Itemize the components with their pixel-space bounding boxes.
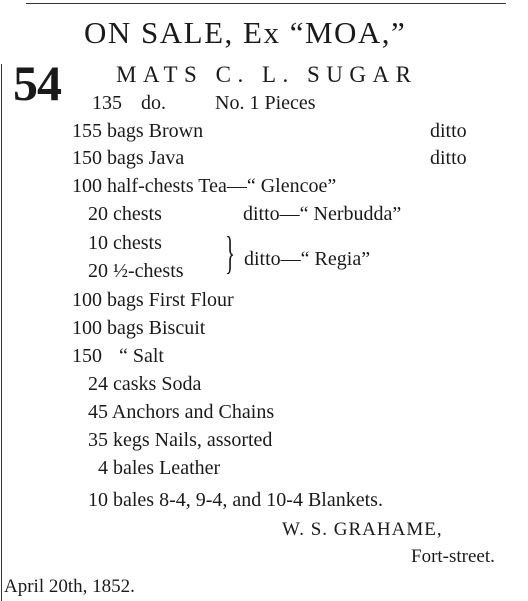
item-qty: 150 xyxy=(72,147,102,169)
list-item xyxy=(72,121,203,141)
list-item xyxy=(88,233,162,253)
bracket-note: ditto—“ Regia” xyxy=(244,248,371,270)
top-rule xyxy=(26,3,506,4)
item-qty: 10 xyxy=(88,489,108,511)
item-qty: 10 xyxy=(88,232,108,254)
item-qty: 24 xyxy=(88,373,108,395)
list-item xyxy=(88,490,383,510)
item-desc: chests xyxy=(113,232,162,254)
list-item xyxy=(72,290,234,310)
advert-heading: ON SALE, Ex “MOA,” xyxy=(84,15,407,50)
list-item xyxy=(88,204,162,224)
item-desc: Anchors and Chains xyxy=(111,401,275,423)
item-qty: 20 xyxy=(88,260,108,282)
item-desc: chests xyxy=(113,203,162,225)
list-item xyxy=(72,148,184,168)
signature: W. S. GRAHAME, xyxy=(282,519,443,540)
item-desc: casks Soda xyxy=(113,373,202,395)
date-line: April 20th, 1852. xyxy=(4,576,135,597)
item-desc: bags Biscuit xyxy=(107,317,206,339)
list-item xyxy=(72,318,205,338)
item-desc: kegs Nails, assorted xyxy=(113,429,273,451)
item-qty: 150 xyxy=(72,345,102,367)
item-qty: 4 xyxy=(98,457,108,479)
item-desc: bales Leather xyxy=(113,457,221,479)
list-item xyxy=(98,458,220,478)
item-extra: ditto—“ Nerbudda” xyxy=(243,203,402,225)
item-extra: No. 1 Pieces xyxy=(215,92,316,114)
item-desc: bags Brown xyxy=(107,120,204,142)
list-item xyxy=(72,346,164,366)
item-desc: bags Java xyxy=(107,147,185,169)
item-qty: 20 xyxy=(88,203,108,225)
item-extra: ditto xyxy=(430,120,467,142)
list-item xyxy=(88,402,274,422)
list-item xyxy=(88,261,184,281)
item-desc: half-chests Tea—“ Glencoe” xyxy=(107,175,337,197)
list-item xyxy=(92,93,316,113)
item-desc: bags First Flour xyxy=(107,289,234,311)
item-qty: 135 xyxy=(92,92,122,114)
list-item xyxy=(72,176,336,196)
item-desc: do. xyxy=(141,92,166,114)
item-extra: ditto xyxy=(430,147,467,169)
item-qty: 100 xyxy=(72,175,102,197)
list-item xyxy=(88,374,201,394)
item-qty: 100 xyxy=(72,317,102,339)
item-qty: 155 xyxy=(72,120,102,142)
item-qty: 35 xyxy=(88,429,108,451)
left-column-rule xyxy=(1,64,2,601)
item-desc: bales 8-4, 9-4, and 10-4 Blankets. xyxy=(113,489,383,511)
right-brace-icon: } xyxy=(225,227,235,278)
lot-number: 54 xyxy=(13,55,61,111)
list-item xyxy=(88,430,272,450)
address: Fort-street. xyxy=(411,546,495,567)
item-desc: ½-chests xyxy=(113,260,184,282)
lead-item: MATS C. L. SUGAR xyxy=(116,62,418,87)
item-qty: 100 xyxy=(72,289,102,311)
item-qty: 45 xyxy=(88,401,108,423)
item-desc: “ Salt xyxy=(119,345,164,367)
